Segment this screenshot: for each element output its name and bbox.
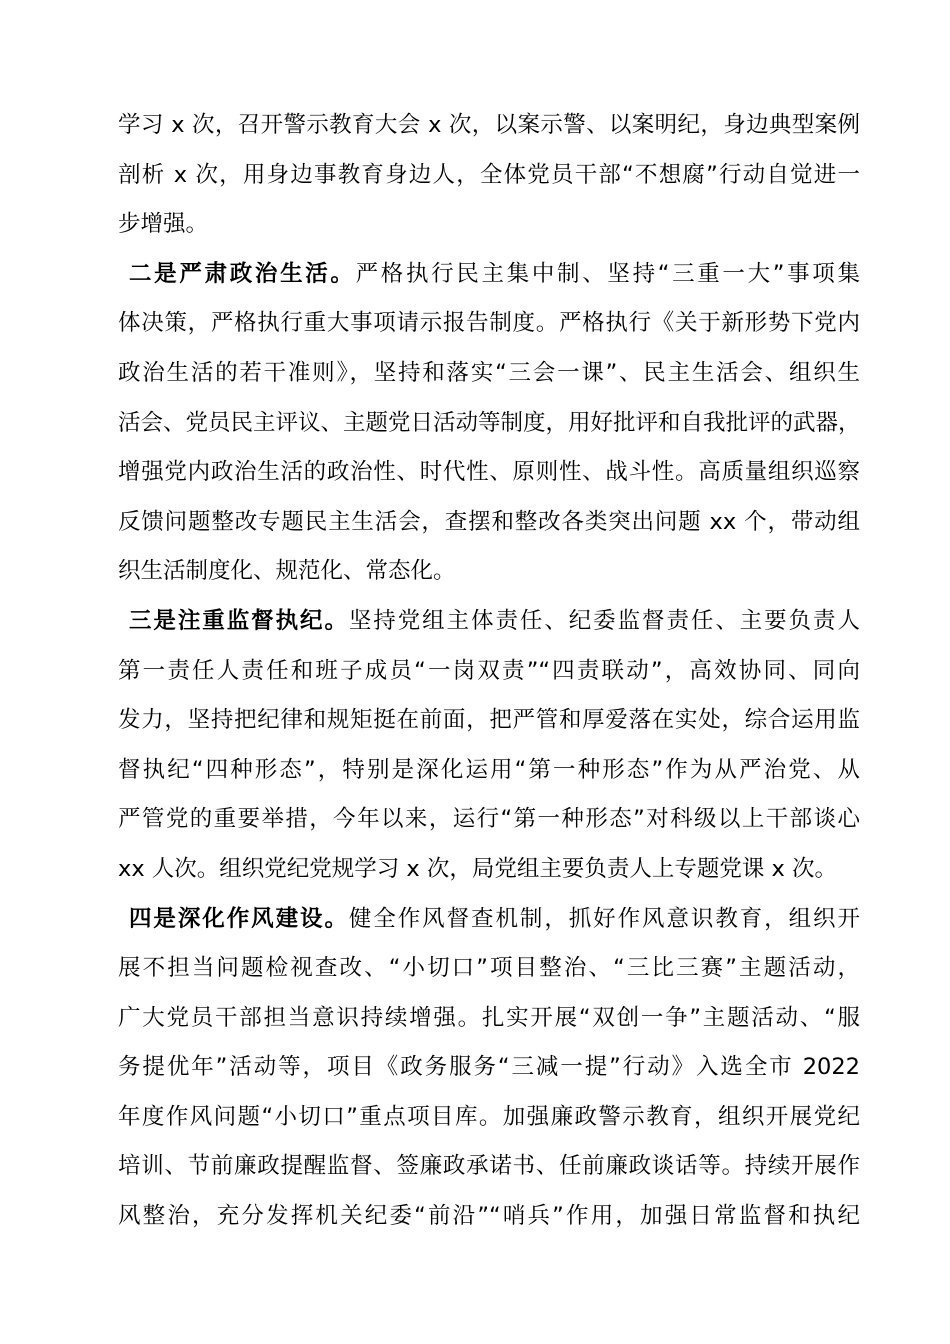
paragraph-2-line-4: 活会、党员民主评议、主题党日活动等制度，用好批评和自我批评的武器， bbox=[118, 409, 861, 436]
paragraph-3-line-2: 第一责任人责任和班子成员“一岗双责”“四责联动”，高效协同、同向 bbox=[118, 657, 860, 684]
paragraph-2-heading: 二是严肃政治生活。 bbox=[129, 260, 356, 287]
paragraph-4-line-2: 展不担当问题检视查改、“小切口”项目整治、“三比三赛”主题活动， bbox=[118, 955, 860, 982]
paragraph-4-line-1 bbox=[118, 895, 860, 945]
paragraph-3-line-6: xx 人次。组织党纪党规学习 x 次，局党组主要负责人上专题党课 x 次。 bbox=[118, 855, 838, 882]
paragraph-4-line-4: 务提优年”活动等，项目《政务服务“三减一提”行动》入选全市 2022 bbox=[118, 1054, 860, 1081]
paragraph-4-line-5: 年度作风问题“小切口”重点项目库。加强廉政警示教育，组织开展党纪 bbox=[118, 1103, 860, 1130]
paragraph-3-line-1 bbox=[118, 597, 860, 647]
paragraph-1-line-2: 剖析 x 次，用身边事教育身边人，全体党员干部“不想腐”行动自觉进一 bbox=[118, 161, 860, 188]
paragraph-3-line-1-text: 坚持党组主体责任、纪委监督责任、主要负责人 bbox=[348, 607, 860, 634]
paragraph-3-line-4: 督执纪“四种形态”，特别是深化运用“第一种形态”作为从严治党、从 bbox=[118, 756, 860, 783]
paragraph-2-line-1 bbox=[118, 250, 860, 300]
paragraph-3-line-3: 发力，坚持把纪律和规矩挺在前面，把严管和厚爱落在实处，综合运用监 bbox=[118, 707, 860, 734]
paragraph-2-line-7: 织生活制度化、规范化、常态化。 bbox=[118, 558, 456, 585]
paragraph-3-line-5: 严管党的重要举措，今年以来，运行“第一种形态”对科级以上干部谈心 bbox=[118, 806, 860, 833]
paragraph-2-line-1-text: 严格执行民主集中制、坚持“三重一大”事项集 bbox=[355, 260, 860, 287]
paragraph-4-line-3: 广大党员干部担当意识持续增强。扎实开展“双创一争”主题活动、“服 bbox=[118, 1004, 860, 1031]
body-text bbox=[118, 101, 860, 1242]
paragraph-4-line-7: 风整治，充分发挥机关纪委“前沿”“哨兵”作用，加强日常监督和执纪 bbox=[118, 1203, 860, 1230]
paragraph-4-heading: 四是深化作风建设。 bbox=[129, 905, 349, 932]
paragraph-1-line-1: 学习 x 次，召开警示教育大会 x 次，以案示警、以案明纪，身边典型案例 bbox=[118, 112, 860, 138]
paragraph-2-line-6: 反馈问题整改专题民主生活会，查摆和整改各类突出问题 xx 个，带动组 bbox=[118, 508, 860, 535]
paragraph-3-heading: 三是注重监督执纪。 bbox=[129, 607, 349, 634]
paragraph-2-line-3: 政治生活的若干准则》，坚持和落实“三会一课”、民主生活会、组织生 bbox=[118, 359, 860, 386]
paragraph-2-line-5: 增强党内政治生活的政治性、时代性、原则性、战斗性。高质量组织巡察 bbox=[118, 459, 860, 486]
paragraph-1-line-3: 步增强。 bbox=[118, 211, 209, 238]
paragraph-2-line-2: 体决策，严格执行重大事项请示报告制度。严格执行《关于新形势下党内 bbox=[118, 310, 860, 337]
paragraph-4-line-6: 培训、节前廉政提醒监督、签廉政承诺书、任前廉政谈话等。持续开展作 bbox=[118, 1153, 860, 1180]
paragraph-4-line-1-text: 健全作风督查机制，抓好作风意识教育，组织开 bbox=[348, 905, 860, 932]
